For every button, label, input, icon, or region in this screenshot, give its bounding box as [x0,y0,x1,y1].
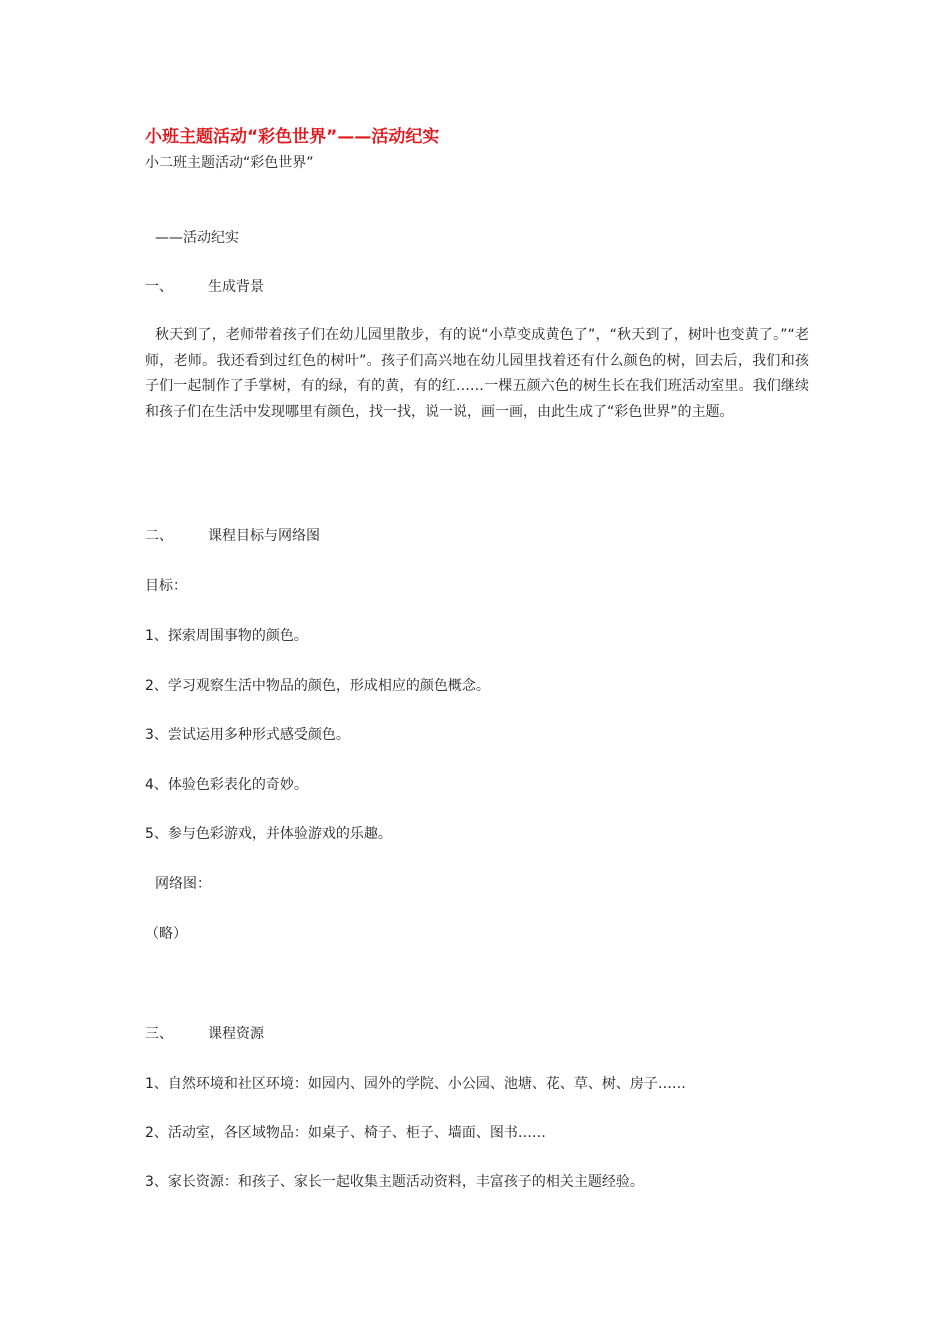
goals-label: 目标： [145,578,187,594]
section-number: 二、 [145,528,173,544]
section-heading-2 [145,527,320,545]
omitted-note: （略） [145,926,187,942]
record-label: ——活动纪实 [155,230,239,246]
goal-item: 3、尝试运用多种形式感受颜色。 [145,727,350,743]
goal-item: 4、体验色彩表化的奇妙。 [145,777,308,793]
section-heading-3 [145,1025,264,1043]
section-number: 一、 [145,279,173,295]
section-number: 三、 [145,1026,173,1042]
goal-item: 5、参与色彩游戏，并体验游戏的乐趣。 [145,826,392,842]
resource-item: 3、家长资源：和孩子、家长一起收集主题活动资料，丰富孩子的相关主题经验。 [145,1174,644,1190]
background-paragraph: 秋天到了，老师带着孩子们在幼儿园里散步，有的说“小草变成黄色了”，“秋天到了，树叶也变黄了。”“老师，老师。我还看到过红色的树叶”。孩子们高兴地在幼儿园里找着还有什么颜色的树，回去后，我们和孩子们一起制作了手掌树，有的绿，有的黄，有的红……一棵五颜六色的树生长在我们班活动室里。我们继续和孩子们在生活中发现哪里有颜色，找一找，说一说，画一画，由此生成了“彩色世界”的主题。 [145,327,809,420]
section-heading-1 [145,278,264,296]
document-subtitle: 小二班主题活动“彩色世界” [145,155,314,171]
section-title: 生成背景 [208,279,264,295]
goal-item: 1、探索周围事物的颜色。 [145,628,308,644]
network-label: 网络图： [155,876,211,892]
section-title: 课程资源 [208,1026,264,1042]
document-title: 小班主题活动“彩色世界”——活动纪实 [145,127,440,147]
resource-item: 1、自然环境和社区环境：如园内、园外的学院、小公园、池塘、花、草、树、房子…… [145,1076,686,1092]
section-title: 课程目标与网络图 [208,528,320,544]
goal-item: 2、学习观察生活中物品的颜色，形成相应的颜色概念。 [145,678,490,694]
resource-item: 2、活动室，各区域物品：如桌子、椅子、柜子、墙面、图书…… [145,1125,546,1141]
